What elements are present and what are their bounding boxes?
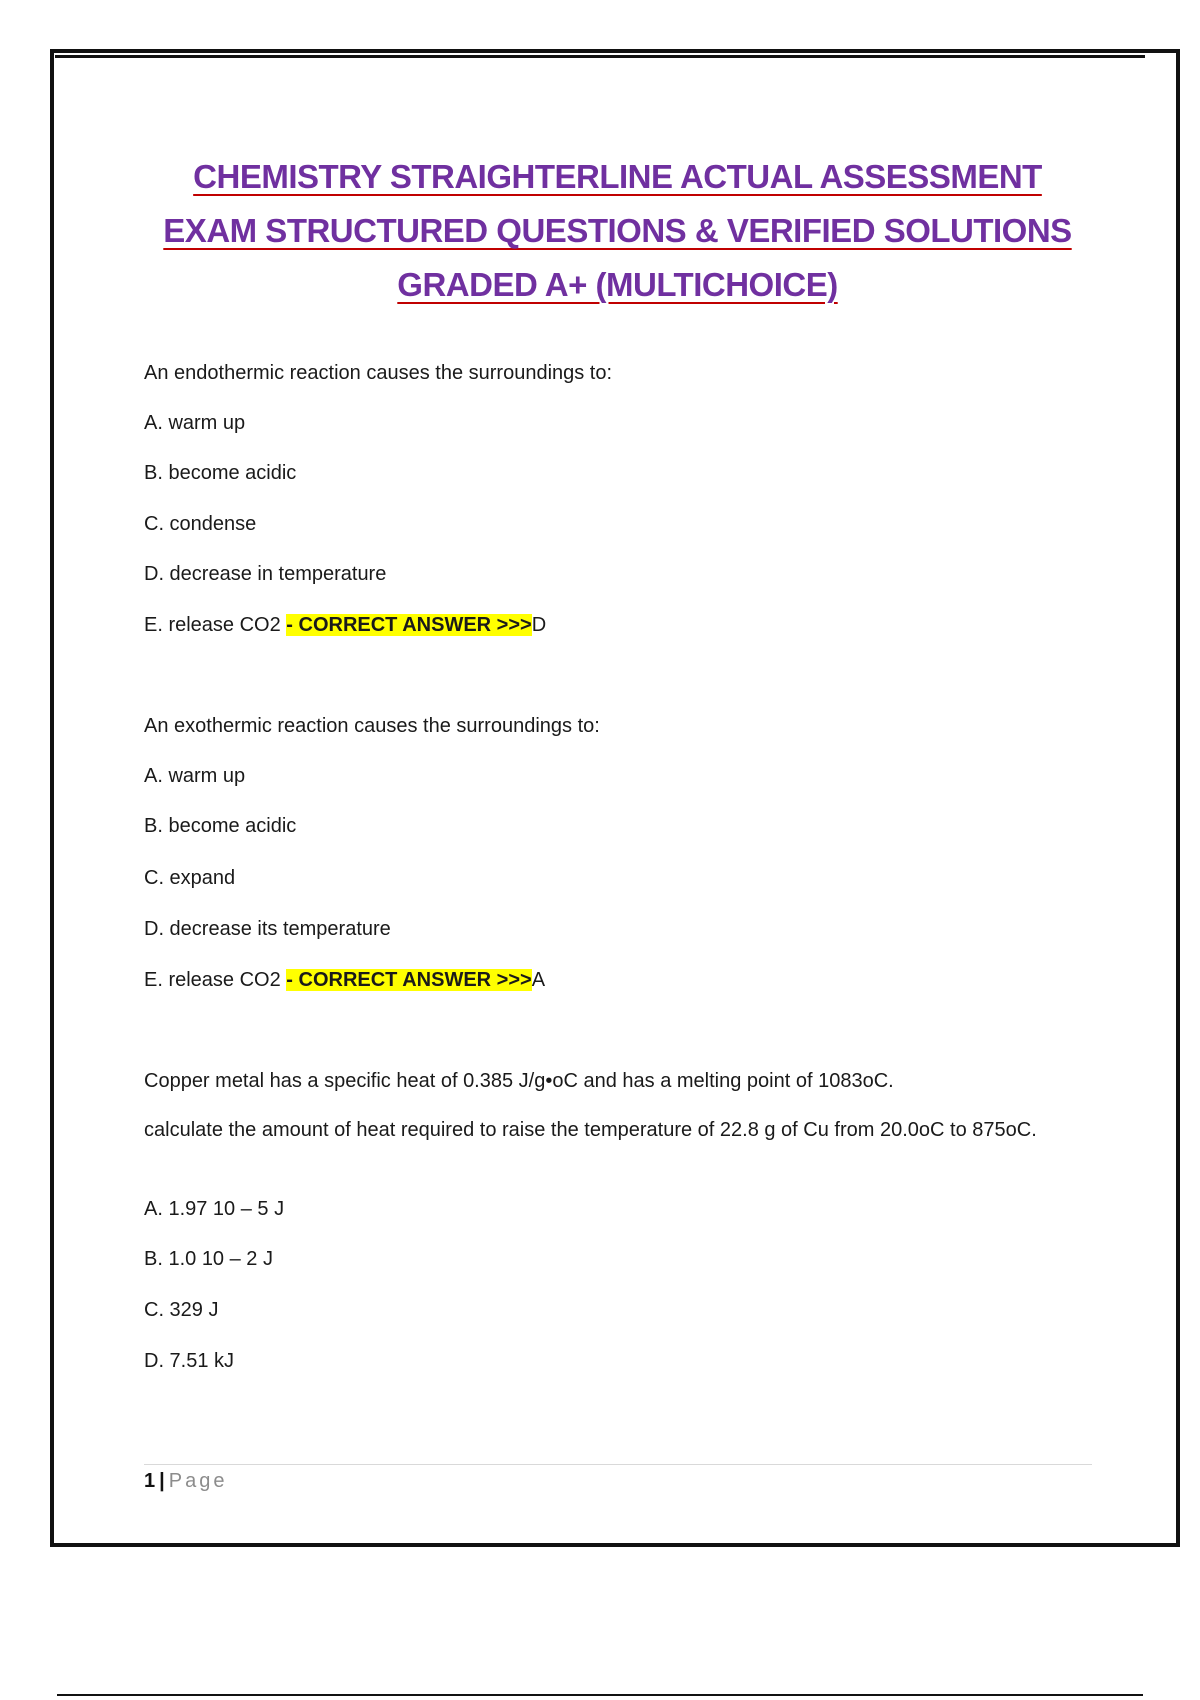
q2-option-e-row [144,967,545,993]
q3-option-d: D. 7.51 kJ [144,1350,235,1372]
q1-option-a: A. warm up [144,412,246,434]
page-footer [144,1468,227,1494]
q1-option-b: B. become acidic [144,462,297,484]
q1-answer-label: - CORRECT ANSWER >>> [286,614,532,636]
next-page-top-rule [57,1694,1143,1696]
q2-option-c: C. expand [144,867,236,889]
q3-question-line-2: calculate the amount of heat required to raise the temperature of 22.8 g of Cu from 20.0oC to 875oC. [144,1119,1037,1141]
q2-answer-value: A [531,969,546,991]
page-word: Page [168,1470,228,1492]
q2-option-d: D. decrease its temperature [144,918,391,940]
q1-option-d: D. decrease in temperature [144,563,387,585]
q3-question-line-1: Copper metal has a specific heat of 0.385 J/g•oC and has a melting point of 1083oC. [144,1070,894,1092]
q2-option-b: B. become acidic [144,815,297,837]
q3-option-a: A. 1.97 10 – 5 J [144,1198,285,1220]
q1-question: An endothermic reaction causes the surroundings to: [144,362,613,384]
document-title [100,150,1135,312]
title-line-2: EXAM STRUCTURED QUESTIONS & VERIFIED SOLUTIONS [163,212,1072,249]
q2-option-a: A. warm up [144,765,246,787]
q3-option-c: C. 329 J [144,1299,219,1321]
footer-rule [144,1464,1092,1465]
page-number: 1 [144,1470,156,1492]
q1-answer-value: D [531,614,547,636]
page-separator: | [159,1470,165,1492]
q1-option-e-row [144,612,546,638]
q2-question: An exothermic reaction causes the surroundings to: [144,715,600,737]
title-line-1: CHEMISTRY STRAIGHTERLINE ACTUAL ASSESSMENT [193,158,1042,195]
q3-option-b: B. 1.0 10 – 2 J [144,1248,273,1270]
title-line-3: GRADED A+ (MULTICHOICE) [397,266,838,303]
q2-option-e: E. release CO2 [144,969,281,991]
q2-answer-label: - CORRECT ANSWER >>> [286,969,532,991]
q1-option-e: E. release CO2 [144,614,281,636]
top-rule [55,55,1145,58]
q1-option-c: C. condense [144,513,257,535]
